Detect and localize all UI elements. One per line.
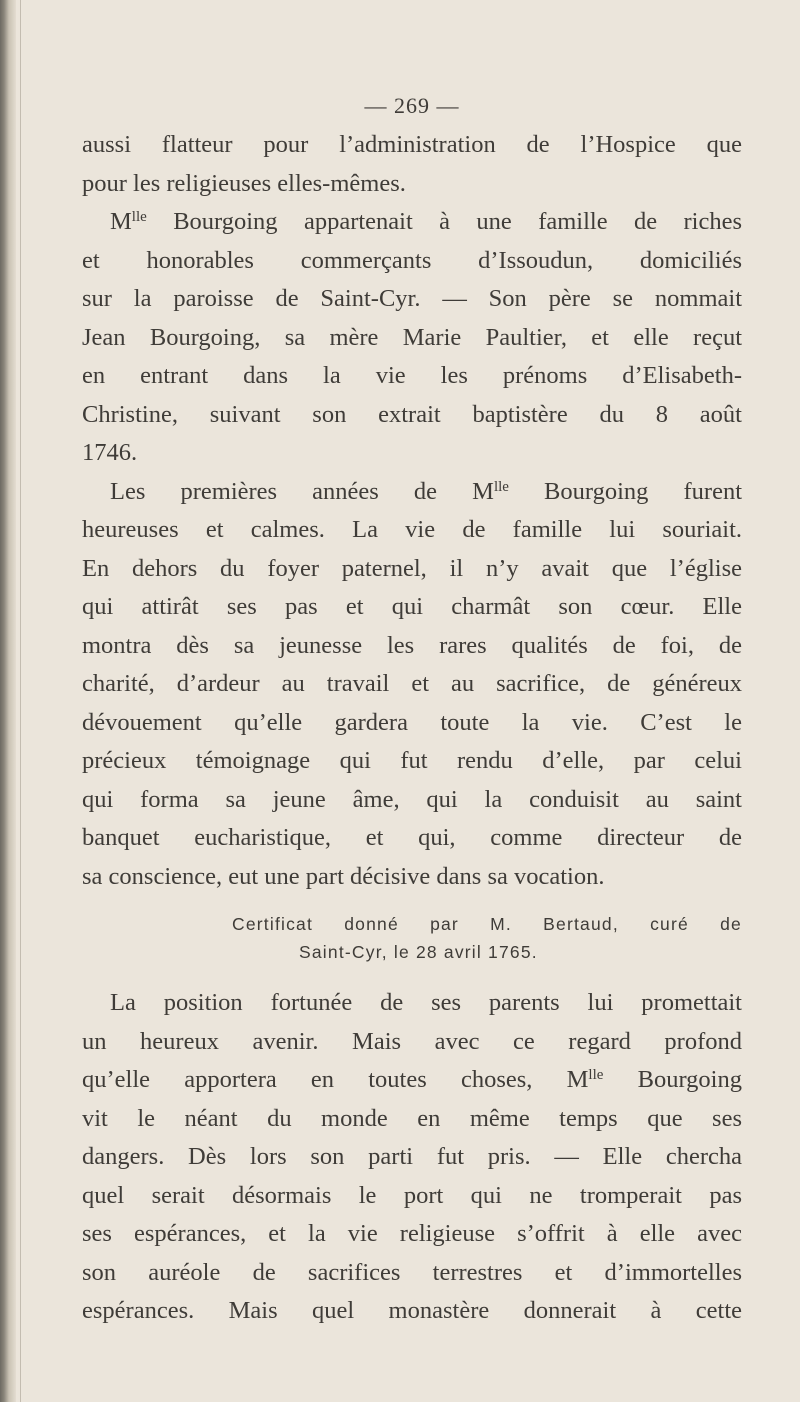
superscript-abbrev: lle bbox=[131, 209, 147, 225]
text-line: espérances. Mais quel monastère donnerait à cette bbox=[82, 1297, 742, 1324]
text-line: heureuses et calmes. La vie de famille lui souriait. bbox=[82, 516, 742, 543]
text-line: pour les religieuses elles-mêmes. bbox=[82, 169, 406, 197]
text-fragment: qu’elle apportera en toutes choses, M bbox=[82, 1066, 589, 1093]
text-line: 1746. bbox=[82, 439, 138, 466]
text-line: ses espérances, et la vie religieuse s’offrit à elle avec bbox=[82, 1220, 742, 1247]
text-line: en entrant dans la vie les prénoms d’Elisabeth- bbox=[82, 362, 742, 389]
citation-note bbox=[82, 910, 742, 966]
text-line: vit le néant du monde en même temps que ses bbox=[82, 1104, 742, 1132]
text-fragment: Bourgoing bbox=[603, 1066, 742, 1093]
text-line: Christine, suivant son extrait baptistère du 8 août bbox=[82, 400, 742, 428]
text-line: précieux témoignage qui fut rendu d’elle, par celui bbox=[82, 747, 742, 774]
text-fragment: Les premières années de M bbox=[110, 477, 494, 505]
text-line: sur la paroisse de Saint-Cyr. — Son père se nommait bbox=[82, 285, 742, 312]
paragraph-1 bbox=[82, 126, 742, 203]
text-line: En dehors du foyer paternel, il n’y avait que l’église bbox=[82, 554, 742, 582]
paragraph-2 bbox=[82, 203, 742, 473]
text-fragment: M bbox=[110, 208, 132, 235]
superscript-abbrev: lle bbox=[493, 478, 509, 495]
text-line: La position fortunée de ses parents lui promettait bbox=[110, 989, 742, 1016]
text-line bbox=[82, 203, 742, 242]
citation-line: Saint-Cyr, le 28 avril 1765. bbox=[299, 942, 538, 962]
text-line: banquet eucharistique, et qui, comme directeur de bbox=[82, 824, 742, 851]
text-line: aussi flatteur pour l’administration de l’Hospice que bbox=[82, 131, 742, 158]
text-line: qui attirât ses pas et qui charmât son cœur. Elle bbox=[82, 593, 742, 620]
text-line: qui forma sa jeune âme, qui la conduisit au saint bbox=[82, 785, 742, 813]
text-line bbox=[82, 1061, 742, 1100]
text-line: un heureux avenir. Mais avec ce regard profond bbox=[82, 1027, 742, 1055]
superscript-abbrev: lle bbox=[588, 1067, 604, 1083]
text-fragment: Bourgoing furent bbox=[508, 477, 742, 505]
page-gutter-shadow bbox=[0, 0, 16, 1402]
text-fragment: Bourgoing appartenait à une famille de riches bbox=[146, 208, 742, 235]
page-text bbox=[82, 86, 742, 1331]
paragraph-4 bbox=[82, 984, 742, 1331]
page-number: — 269 — bbox=[364, 93, 460, 118]
paragraph-3 bbox=[82, 473, 742, 897]
text-line bbox=[82, 473, 742, 512]
text-line: montra dès sa jeunesse les rares qualités de foi, de bbox=[82, 631, 742, 659]
text-line: quel serait désormais le port qui ne tromperait pas bbox=[82, 1181, 742, 1209]
text-line: et honorables commerçants d’Issoudun, domiciliés bbox=[82, 246, 742, 274]
text-line: charité, d’ardeur au travail et au sacrifice, de généreux bbox=[82, 670, 742, 697]
text-line: son auréole de sacrifices terrestres et d’immortelles bbox=[82, 1258, 742, 1286]
text-line: dévouement qu’elle gardera toute la vie. C’est le bbox=[82, 708, 742, 736]
page-gutter-line bbox=[20, 0, 21, 1402]
citation-line: Certificat donné par M. Bertaud, curé de bbox=[232, 914, 742, 934]
text-line: dangers. Dès lors son parti fut pris. — Elle chercha bbox=[82, 1143, 742, 1170]
text-line: sa conscience, eut une part décisive dans sa vocation. bbox=[82, 862, 605, 890]
text-line: Jean Bourgoing, sa mère Marie Paultier, et elle reçut bbox=[82, 323, 742, 351]
